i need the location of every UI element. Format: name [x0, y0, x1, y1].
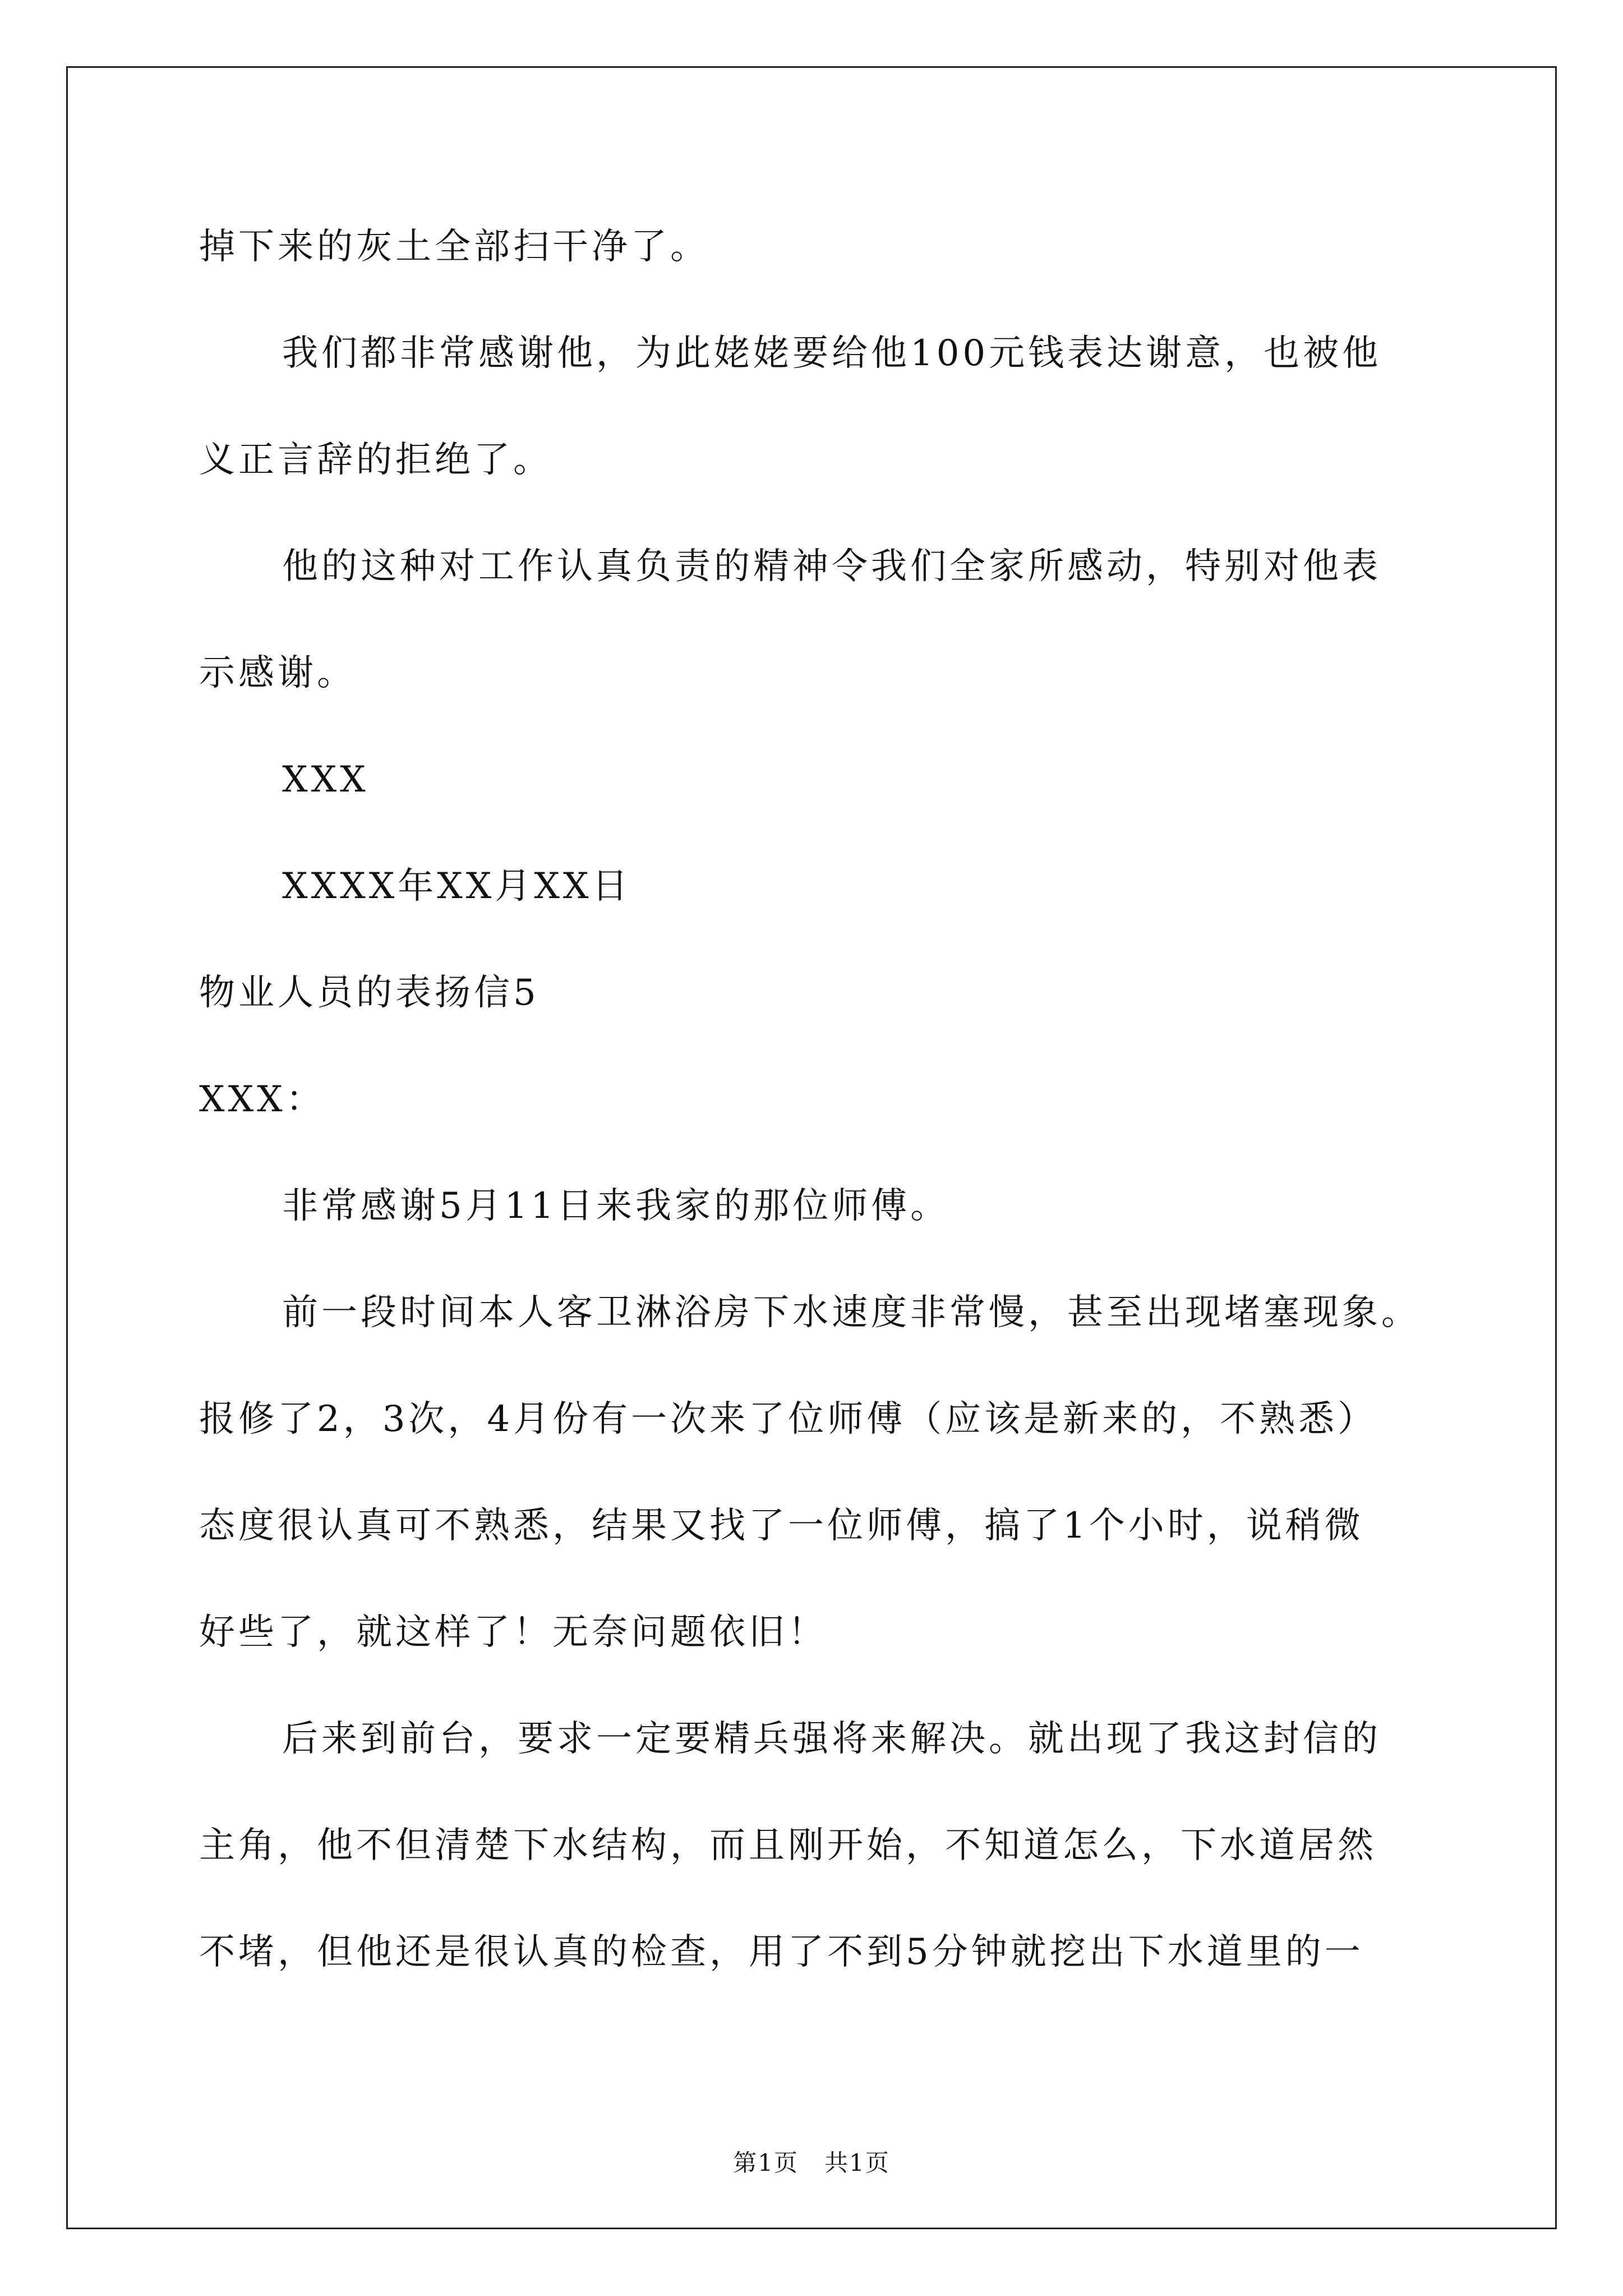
- body-line: 义正言辞的拒绝了。: [199, 439, 552, 481]
- body-line: 报修了2，3次，4月份有一次来了位师傅（应该是新来的，不熟悉）: [199, 1398, 1377, 1440]
- body-line: 态度很认真可不熟悉，结果又找了一位师傅，搞了1个小时，说稍微: [199, 1505, 1364, 1547]
- page-border: [66, 66, 1557, 2229]
- paragraph-start: 前一段时间本人客卫淋浴房下水速度非常慢，甚至出现堵塞现象。: [282, 1292, 1421, 1333]
- signature-name: XXX: [282, 759, 369, 800]
- salutation: XXX：: [199, 1079, 325, 1120]
- body-line: 好些了，就这样了！无奈问题依旧！: [199, 1612, 827, 1653]
- body-line: 掉下来的灰土全部扫干净了。: [199, 226, 709, 268]
- body-line: 不堵，但他还是很认真的检查，用了不到5分钟就挖出下水道里的一: [199, 1931, 1364, 1973]
- letter-title: 物业人员的表扬信5: [199, 972, 540, 1014]
- body-line: 主角，他不但清楚下水结构，而且刚开始，不知道怎么，下水道居然: [199, 1825, 1377, 1866]
- paragraph-start: 后来到前台，要求一定要精兵强将来解决。就出现了我这封信的: [282, 1718, 1381, 1760]
- body-line: 示感谢。: [199, 652, 356, 694]
- signature-date: XXXX年XX月XX日: [282, 866, 631, 907]
- page-footer: 第1页 共1页: [733, 2149, 890, 2177]
- paragraph-start: 我们都非常感谢他，为此姥姥要给他100元钱表达谢意，也被他: [282, 333, 1382, 374]
- paragraph-start: 非常感谢5月11日来我家的那位师傅。: [282, 1185, 950, 1227]
- paragraph-start: 他的这种对工作认真负责的精神令我们全家所感动，特别对他表: [282, 546, 1381, 587]
